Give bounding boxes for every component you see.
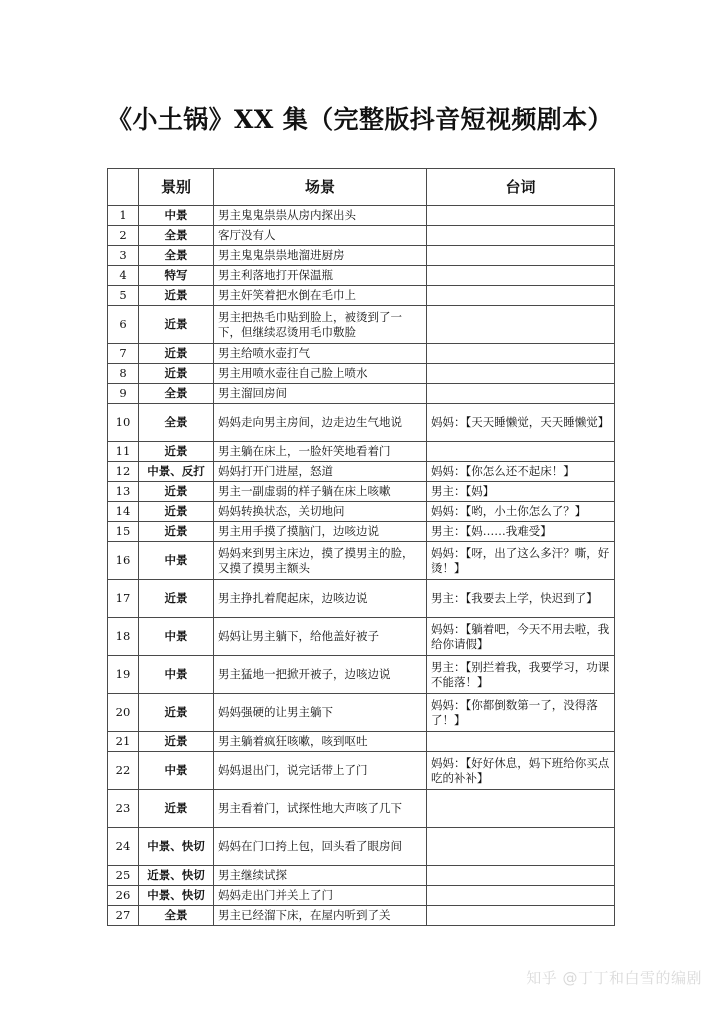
table-row xyxy=(108,618,615,656)
table-row xyxy=(108,384,615,404)
cell-dialogue: 男主：【妈……我难受】 xyxy=(427,522,615,542)
cell-scene: 妈妈来到男主床边，摸了摸男主的脸，又摸了摸男主额头 xyxy=(214,542,427,580)
cell-shot-type: 近景 xyxy=(139,732,214,752)
cell-dialogue xyxy=(427,732,615,752)
cell-scene: 男主挣扎着爬起床，边咳边说 xyxy=(214,580,427,618)
cell-shot-type: 中景 xyxy=(139,752,214,790)
cell-number: 2 xyxy=(108,226,139,246)
cell-scene: 男主已经溜下床，在屋内听到了关 xyxy=(214,906,427,926)
cell-shot-type: 全景 xyxy=(139,906,214,926)
cell-scene: 男主鬼鬼祟祟地溜进厨房 xyxy=(214,246,427,266)
cell-number: 11 xyxy=(108,442,139,462)
cell-scene: 妈妈走向男主房间，边走边生气地说 xyxy=(214,404,427,442)
column-header-shot-type: 景别 xyxy=(139,169,214,206)
cell-number: 6 xyxy=(108,306,139,344)
table-body xyxy=(108,206,615,926)
cell-number: 3 xyxy=(108,246,139,266)
cell-scene: 男主利落地打开保温瓶 xyxy=(214,266,427,286)
cell-shot-type: 全景 xyxy=(139,246,214,266)
cell-shot-type: 近景 xyxy=(139,344,214,364)
cell-number: 17 xyxy=(108,580,139,618)
table-row xyxy=(108,364,615,384)
cell-scene: 男主把热毛巾贴到脸上，被烫到了一下，但继续忍烫用毛巾敷脸 xyxy=(214,306,427,344)
cell-scene: 男主继续试探 xyxy=(214,866,427,886)
cell-shot-type: 特写 xyxy=(139,266,214,286)
cell-scene: 妈妈走出门并关上了门 xyxy=(214,886,427,906)
table-row xyxy=(108,482,615,502)
cell-number: 7 xyxy=(108,344,139,364)
cell-dialogue: 男主：【我要去上学，快迟到了】 xyxy=(427,580,615,618)
cell-shot-type: 中景、快切 xyxy=(139,886,214,906)
table-row xyxy=(108,656,615,694)
table-row xyxy=(108,828,615,866)
cell-dialogue: 妈妈：【躺着吧，今天不用去啦，我给你请假】 xyxy=(427,618,615,656)
cell-dialogue: 男主：【妈】 xyxy=(427,482,615,502)
cell-dialogue xyxy=(427,306,615,344)
table-row xyxy=(108,542,615,580)
table-row xyxy=(108,732,615,752)
cell-scene: 男主猛地一把掀开被子，边咳边说 xyxy=(214,656,427,694)
table-row xyxy=(108,344,615,364)
cell-number: 4 xyxy=(108,266,139,286)
cell-dialogue: 妈妈：【哟，小土你怎么了？】 xyxy=(427,502,615,522)
cell-scene: 男主给喷水壶打气 xyxy=(214,344,427,364)
cell-scene: 男主躺在床上，一脸奸笑地看着门 xyxy=(214,442,427,462)
cell-scene: 男主奸笑着把水倒在毛巾上 xyxy=(214,286,427,306)
cell-number: 23 xyxy=(108,790,139,828)
cell-number: 5 xyxy=(108,286,139,306)
cell-scene: 妈妈在门口挎上包，回头看了眼房间 xyxy=(214,828,427,866)
cell-number: 10 xyxy=(108,404,139,442)
cell-dialogue xyxy=(427,790,615,828)
table-row xyxy=(108,694,615,732)
cell-dialogue xyxy=(427,866,615,886)
cell-scene: 妈妈让男主躺下，给他盖好被子 xyxy=(214,618,427,656)
cell-number: 24 xyxy=(108,828,139,866)
table-header-row xyxy=(108,169,615,206)
table-row xyxy=(108,306,615,344)
cell-dialogue: 妈妈：【天天睡懒觉，天天睡懒觉】 xyxy=(427,404,615,442)
cell-number: 25 xyxy=(108,866,139,886)
table-row xyxy=(108,462,615,482)
cell-dialogue: 妈妈：【好好休息，妈下班给你买点吃的补补】 xyxy=(427,752,615,790)
cell-scene: 男主看着门，试探性地大声咳了几下 xyxy=(214,790,427,828)
cell-shot-type: 近景 xyxy=(139,790,214,828)
table-row xyxy=(108,752,615,790)
cell-scene: 男主一副虚弱的样子躺在床上咳嗽 xyxy=(214,482,427,502)
cell-dialogue xyxy=(427,246,615,266)
cell-scene: 客厅没有人 xyxy=(214,226,427,246)
cell-dialogue xyxy=(427,266,615,286)
cell-scene: 男主用喷水壶往自己脸上喷水 xyxy=(214,364,427,384)
cell-dialogue xyxy=(427,828,615,866)
cell-number: 13 xyxy=(108,482,139,502)
cell-number: 9 xyxy=(108,384,139,404)
cell-number: 22 xyxy=(108,752,139,790)
table-row xyxy=(108,246,615,266)
cell-dialogue xyxy=(427,886,615,906)
cell-dialogue: 妈妈：【呀，出了这么多汗？嘶，好烫！】 xyxy=(427,542,615,580)
table-row xyxy=(108,866,615,886)
table-row xyxy=(108,580,615,618)
cell-dialogue xyxy=(427,442,615,462)
cell-number: 20 xyxy=(108,694,139,732)
table-row xyxy=(108,502,615,522)
cell-shot-type: 全景 xyxy=(139,384,214,404)
page-title: 《小土锅》XX 集（完整版抖音短视频剧本） xyxy=(107,105,613,134)
cell-shot-type: 近景 xyxy=(139,522,214,542)
cell-shot-type: 近景 xyxy=(139,286,214,306)
cell-number: 18 xyxy=(108,618,139,656)
cell-shot-type: 近景 xyxy=(139,306,214,344)
cell-shot-type: 近景 xyxy=(139,364,214,384)
cell-number: 19 xyxy=(108,656,139,694)
table-row xyxy=(108,266,615,286)
cell-dialogue xyxy=(427,384,615,404)
cell-number: 14 xyxy=(108,502,139,522)
table-row xyxy=(108,286,615,306)
cell-scene: 男主鬼鬼祟祟从房内探出头 xyxy=(214,206,427,226)
cell-number: 27 xyxy=(108,906,139,926)
cell-dialogue xyxy=(427,226,615,246)
cell-number: 16 xyxy=(108,542,139,580)
cell-scene: 妈妈打开门进屋，怒道 xyxy=(214,462,427,482)
cell-shot-type: 中景 xyxy=(139,618,214,656)
cell-scene: 男主用手摸了摸脑门，边咳边说 xyxy=(214,522,427,542)
table-row xyxy=(108,226,615,246)
cell-number: 12 xyxy=(108,462,139,482)
cell-dialogue xyxy=(427,906,615,926)
table-row xyxy=(108,404,615,442)
column-header-scene: 场景 xyxy=(214,169,427,206)
cell-shot-type: 近景 xyxy=(139,442,214,462)
cell-scene: 男主溜回房间 xyxy=(214,384,427,404)
cell-number: 8 xyxy=(108,364,139,384)
table-row xyxy=(108,906,615,926)
table-row xyxy=(108,886,615,906)
table-row xyxy=(108,442,615,462)
cell-shot-type: 中景 xyxy=(139,542,214,580)
cell-dialogue: 妈妈：【你怎么还不起床！】 xyxy=(427,462,615,482)
cell-dialogue: 男主：【别拦着我，我要学习，功课不能落！】 xyxy=(427,656,615,694)
cell-number: 26 xyxy=(108,886,139,906)
cell-shot-type: 近景 xyxy=(139,502,214,522)
cell-shot-type: 近景、快切 xyxy=(139,866,214,886)
cell-scene: 妈妈转换状态，关切地问 xyxy=(214,502,427,522)
cell-dialogue: 妈妈：【你都倒数第一了，没得落了！】 xyxy=(427,694,615,732)
cell-shot-type: 近景 xyxy=(139,580,214,618)
cell-shot-type: 中景、反打 xyxy=(139,462,214,482)
cell-shot-type: 全景 xyxy=(139,226,214,246)
cell-shot-type: 中景 xyxy=(139,656,214,694)
cell-shot-type: 中景 xyxy=(139,206,214,226)
cell-number: 15 xyxy=(108,522,139,542)
column-header-number xyxy=(108,169,139,206)
watermark: 知乎 @丁丁和白雪的编剧 xyxy=(526,969,702,987)
table-row xyxy=(108,790,615,828)
cell-number: 1 xyxy=(108,206,139,226)
table-row xyxy=(108,522,615,542)
cell-number: 21 xyxy=(108,732,139,752)
script-table xyxy=(107,168,615,926)
cell-scene: 妈妈退出门，说完话带上了门 xyxy=(214,752,427,790)
column-header-dialogue: 台词 xyxy=(427,169,615,206)
cell-shot-type: 全景 xyxy=(139,404,214,442)
cell-dialogue xyxy=(427,344,615,364)
cell-dialogue xyxy=(427,206,615,226)
cell-shot-type: 近景 xyxy=(139,694,214,732)
cell-shot-type: 中景、快切 xyxy=(139,828,214,866)
cell-dialogue xyxy=(427,286,615,306)
table-row xyxy=(108,206,615,226)
cell-shot-type: 近景 xyxy=(139,482,214,502)
cell-dialogue xyxy=(427,364,615,384)
cell-scene: 妈妈强硬的让男主躺下 xyxy=(214,694,427,732)
table-header xyxy=(108,169,615,206)
cell-scene: 男主躺着疯狂咳嗽，咳到呕吐 xyxy=(214,732,427,752)
